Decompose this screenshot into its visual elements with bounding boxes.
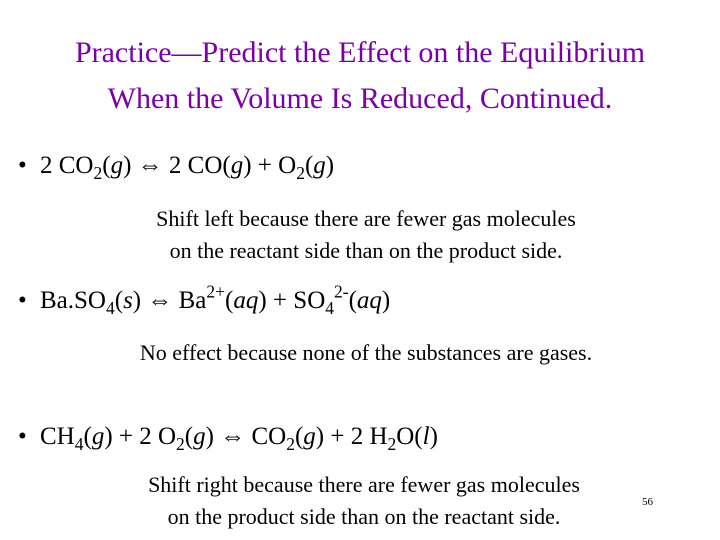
bullet: • xyxy=(18,287,27,314)
bullet: • xyxy=(18,423,27,450)
title-line-2: When the Volume Is Reduced, Continued. xyxy=(107,82,613,115)
slide-title xyxy=(0,30,720,122)
explanation-3: Shift right because there are fewer gas molecules on the product side than on the reactant side. xyxy=(148,472,580,529)
bullet: • xyxy=(18,152,27,179)
equilibrium-arrow: ⇔ xyxy=(220,423,246,450)
explanation-2: No effect because none of the substances are gases. xyxy=(139,340,593,365)
slide-number: 56 xyxy=(642,496,653,508)
equation-2: • $Ba.SO_4(s)$ ⇔ $Ba^{2+}(aq) + SO_4^{2-}(aq)$ xyxy=(18,281,391,319)
equation-3: • $CH_4(g) + 2$ $O_2(g)$ ⇔ $CO_2(g) + 2$ $H_2O(l)$ xyxy=(18,423,438,455)
equilibrium-arrow: ⇔ xyxy=(137,152,163,179)
equilibrium-arrow: ⇔ xyxy=(147,287,173,314)
explanation-1: Shift left because there are fewer gas molecules on the reactant side than on the product side. xyxy=(156,206,576,263)
title-line-1: Practice—Predict the Effect on the Equilibrium xyxy=(74,36,646,69)
equation-1: • 2 $CO_2(g)$ ⇔ 2 $CO(g) + O_2(g)$ xyxy=(18,152,335,184)
